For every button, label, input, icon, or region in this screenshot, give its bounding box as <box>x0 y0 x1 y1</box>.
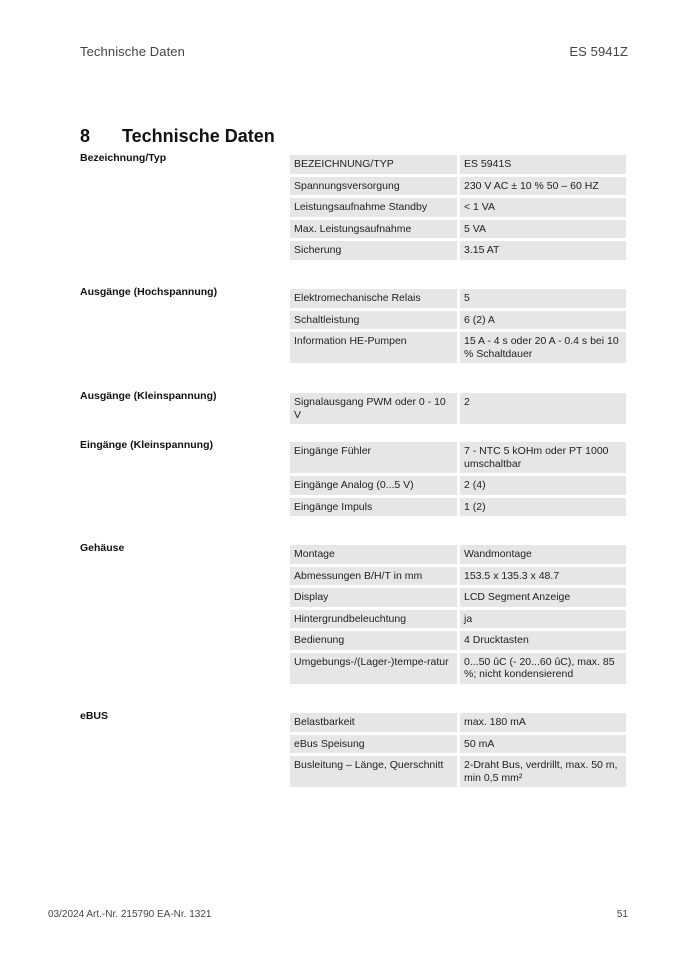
spec-value: 230 V AC ± 10 % 50 – 60 HZ <box>457 177 626 196</box>
spec-value: 4 Drucktasten <box>457 631 626 650</box>
table-row <box>290 567 626 586</box>
table-row <box>290 155 626 174</box>
spec-label: Umgebungs-/(Lager-)tempe-ratur <box>290 653 457 684</box>
table-row <box>290 393 626 424</box>
spec-value: 5 VA <box>457 220 626 239</box>
spec-label: BEZEICHNUNG/TYP <box>290 155 457 174</box>
table-row <box>290 498 626 517</box>
table-row <box>290 289 626 308</box>
table-row <box>290 588 626 607</box>
table-row <box>290 756 626 787</box>
table-row <box>290 220 626 239</box>
table-row <box>290 631 626 650</box>
spec-value: 3.15 AT <box>457 241 626 260</box>
spec-value: 0...50 ûC (- 20...60 ûC), max. 85 %; nicht kondensierend <box>457 653 626 684</box>
spec-value: 2 <box>457 393 626 424</box>
spec-value: 153.5 x 135.3 x 48.7 <box>457 567 626 586</box>
spec-value: < 1 VA <box>457 198 626 217</box>
spec-label: Max. Leistungsaufnahme <box>290 220 457 239</box>
chapter-heading <box>80 126 275 147</box>
section-title: eBUS <box>80 710 109 722</box>
table-row <box>290 653 626 684</box>
table-row <box>290 241 626 260</box>
spec-value: ES 5941S <box>457 155 626 174</box>
spec-table <box>290 710 626 790</box>
spec-value: 15 A - 4 s oder 20 A - 0.4 s bei 10 % Schaltdauer <box>457 332 626 363</box>
section-title: Gehäuse <box>80 542 125 554</box>
spec-value: 6 (2) A <box>457 311 626 330</box>
spec-label: eBus Speisung <box>290 735 457 754</box>
section-title: Bezeichnung/Typ <box>80 152 167 164</box>
running-header-model: ES 5941Z <box>569 44 628 59</box>
table-row <box>290 735 626 754</box>
spec-value: Wandmontage <box>457 545 626 564</box>
spec-value: LCD Segment Anzeige <box>457 588 626 607</box>
spec-label: Belastbarkeit <box>290 713 457 732</box>
spec-label: Display <box>290 588 457 607</box>
running-header-title: Technische Daten <box>80 44 185 59</box>
spec-label: Signalausgang PWM oder 0 - 10 V <box>290 393 457 424</box>
spec-label: Montage <box>290 545 457 564</box>
spec-label: Hintergrundbeleuchtung <box>290 610 457 629</box>
table-row <box>290 198 626 217</box>
spec-value: 2 (4) <box>457 476 626 495</box>
spec-table <box>290 286 626 366</box>
spec-label: Spannungsversorgung <box>290 177 457 196</box>
spec-table <box>290 152 626 263</box>
spec-label: Eingänge Fühler <box>290 442 457 473</box>
spec-label: Sicherung <box>290 241 457 260</box>
footer-article-info: 03/2024 Art.-Nr. 215790 EA-Nr. 1321 <box>48 909 212 920</box>
spec-table <box>290 542 626 687</box>
table-row <box>290 610 626 629</box>
section-title: Ausgänge (Kleinspannung) <box>80 390 217 402</box>
spec-label: Leistungsaufnahme Standby <box>290 198 457 217</box>
spec-table <box>290 439 626 519</box>
table-row <box>290 476 626 495</box>
page-number: 51 <box>616 909 628 920</box>
chapter-title: Technische Daten <box>122 126 275 146</box>
spec-label: Elektromechanische Relais <box>290 289 457 308</box>
spec-value: 2-Draht Bus, verdrillt, max. 50 m, min 0,5 mm² <box>457 756 626 787</box>
table-row <box>290 713 626 732</box>
table-row <box>290 177 626 196</box>
spec-value: 1 (2) <box>457 498 626 517</box>
spec-table <box>290 390 626 427</box>
spec-value: max. 180 mA <box>457 713 626 732</box>
spec-label: Information HE-Pumpen <box>290 332 457 363</box>
spec-value: 7 - NTC 5 kOHm oder PT 1000 umschaltbar <box>457 442 626 473</box>
spec-label: Eingänge Impuls <box>290 498 457 517</box>
spec-label: Abmessungen B/H/T in mm <box>290 567 457 586</box>
section-title: Ausgänge (Hochspannung) <box>80 286 218 298</box>
spec-value: 50 mA <box>457 735 626 754</box>
spec-value: 5 <box>457 289 626 308</box>
table-row <box>290 332 626 363</box>
spec-label: Schaltleistung <box>290 311 457 330</box>
spec-label: Bedienung <box>290 631 457 650</box>
section-title: Eingänge (Kleinspannung) <box>80 439 213 451</box>
chapter-number: 8 <box>80 126 91 146</box>
spec-label: Eingänge Analog (0...5 V) <box>290 476 457 495</box>
spec-label: Busleitung – Länge, Querschnitt <box>290 756 457 787</box>
table-row <box>290 442 626 473</box>
table-row <box>290 545 626 564</box>
spec-value: ja <box>457 610 626 629</box>
table-row <box>290 311 626 330</box>
